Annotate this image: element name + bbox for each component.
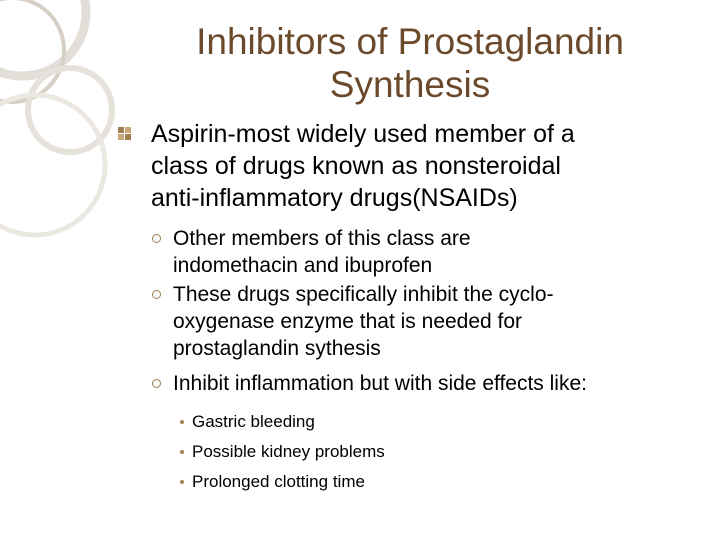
sub-bullet-line: Inhibit inflammation but with side effects like: xyxy=(173,372,587,395)
side-effect-gastric xyxy=(192,410,712,434)
bullet-line: class of drugs known as nonsteroidal xyxy=(151,152,561,180)
title-line-2: Synthesis xyxy=(329,64,491,105)
side-effect-kidney xyxy=(192,440,712,464)
sub-bullet-line: These drugs specifically inhibit the cyclo- xyxy=(173,283,554,306)
dot-bullet-icon xyxy=(180,450,184,454)
sub-bullet-inflammation xyxy=(173,370,718,397)
ring-bullet-icon xyxy=(152,379,161,388)
ring-bullet-icon xyxy=(152,290,161,299)
bullet-aspirin xyxy=(151,118,711,214)
deco-ring-lower xyxy=(0,95,105,235)
dot-bullet-icon xyxy=(180,420,184,424)
deco-ring-large xyxy=(0,0,86,76)
side-effect-clotting xyxy=(192,470,712,494)
sub-bullet-line: Other members of this class are xyxy=(173,227,471,250)
bullet-line: Aspirin-most widely used member of a xyxy=(151,120,575,148)
ring-bullet-icon xyxy=(152,234,161,243)
sub-bullet-line: indomethacin and ibuprofen xyxy=(173,254,433,277)
sub-bullet-cyclooxygenase xyxy=(173,281,718,362)
sub-bullet-line: prostaglandin sythesis xyxy=(173,337,381,360)
sub-bullet-line: oxygenase enzyme that is needed for xyxy=(173,310,523,333)
side-effect-label: Possible kidney problems xyxy=(192,442,385,461)
sub-bullet-other-members xyxy=(173,225,718,279)
dot-bullet-icon xyxy=(180,480,184,484)
side-effect-label: Prolonged clotting time xyxy=(192,472,365,491)
title-line-1: Inhibitors of Prostaglandin xyxy=(196,21,624,62)
slide-title xyxy=(150,20,670,106)
side-effect-label: Gastric bleeding xyxy=(192,412,315,431)
square-bullet-icon xyxy=(118,127,131,140)
bullet-line: anti-inflammatory drugs(NSAIDs) xyxy=(151,184,518,212)
